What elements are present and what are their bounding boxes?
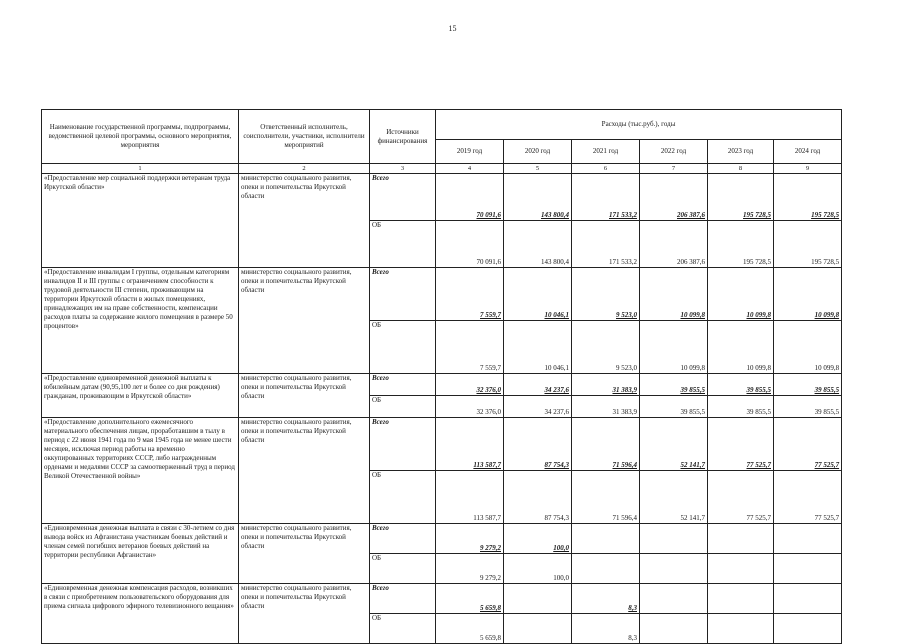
header-row <box>42 110 842 140</box>
table-row-total <box>42 374 842 396</box>
total-value: 143 800,4 <box>504 174 572 221</box>
source-ob-label: ОБ <box>370 321 436 374</box>
ob-value: 10 099,8 <box>640 321 708 374</box>
ob-value: 195 728,5 <box>774 221 842 268</box>
total-value: 87 754,3 <box>504 418 572 471</box>
total-value <box>504 584 572 614</box>
ob-value <box>774 614 842 644</box>
ob-value: 100,0 <box>504 554 572 584</box>
total-value: 10 099,8 <box>708 268 774 321</box>
total-value: 9 523,0 <box>572 268 640 321</box>
source-ob-label: ОБ <box>370 471 436 524</box>
header-year: 2023 год <box>708 140 774 164</box>
ob-value: 71 596,4 <box>572 471 640 524</box>
source-ob-label: ОБ <box>370 614 436 644</box>
executor-name: министерство социального развития, опеки и попечительства Иркутской области <box>239 524 370 584</box>
total-value: 10 099,8 <box>640 268 708 321</box>
total-value <box>708 584 774 614</box>
total-value <box>774 524 842 554</box>
executor-name: министерство социального развития, опеки и попечительства Иркутской области <box>239 418 370 524</box>
ob-value: 143 800,4 <box>504 221 572 268</box>
header-year: 2022 год <box>640 140 708 164</box>
column-number: 6 <box>572 164 640 174</box>
ob-value: 34 237,6 <box>504 396 572 418</box>
header-expenses: Расходы (тыс.руб.), годы <box>436 110 842 140</box>
total-value: 77 525,7 <box>774 418 842 471</box>
source-total-label: Всего <box>370 418 436 471</box>
table-row-total <box>42 584 842 614</box>
ob-value: 31 383,9 <box>572 396 640 418</box>
total-value: 195 728,5 <box>708 174 774 221</box>
source-total-label: Всего <box>370 584 436 614</box>
total-value: 77 525,7 <box>708 418 774 471</box>
source-total-label: Всего <box>370 374 436 396</box>
ob-value: 206 387,6 <box>640 221 708 268</box>
header-year: 2020 год <box>504 140 572 164</box>
measure-name: «Единовременная денежная компенсация расходов, возникших в связи с приобретением пользовательского оборудования для приема сигнала цифрового эфирного телевизионного вещания» <box>42 584 239 644</box>
total-value <box>708 524 774 554</box>
measure-name: «Предоставление инвалидам I группы, отдельным категориям инвалидов II и III группы с ограничением способности к трудовой деятельности III степени, проживающим на территории Иркутской области в жилых помещениях, принадлежащих им на праве собственности, компенсации расходов платы за содержание жилого помещения в размере 50 процентов» <box>42 268 239 374</box>
ob-value: 77 525,7 <box>708 471 774 524</box>
column-number: 2 <box>239 164 370 174</box>
ob-value: 52 141,7 <box>640 471 708 524</box>
ob-value <box>774 554 842 584</box>
header-year: 2024 год <box>774 140 842 164</box>
total-value: 8,3 <box>572 584 640 614</box>
header-source: Источники финансирования <box>370 110 436 164</box>
table-row-total <box>42 268 842 321</box>
table-row-total <box>42 418 842 471</box>
source-total-label: Всего <box>370 524 436 554</box>
ob-value: 87 754,3 <box>504 471 572 524</box>
total-value: 39 855,5 <box>708 374 774 396</box>
source-total-label: Всего <box>370 268 436 321</box>
total-value: 31 383,9 <box>572 374 640 396</box>
ob-value <box>708 554 774 584</box>
ob-value <box>640 614 708 644</box>
column-number: 1 <box>42 164 239 174</box>
ob-value: 7 559,7 <box>436 321 504 374</box>
ob-value: 70 091,6 <box>436 221 504 268</box>
ob-value: 10 046,1 <box>504 321 572 374</box>
ob-value: 171 533,2 <box>572 221 640 268</box>
total-value: 34 237,6 <box>504 374 572 396</box>
ob-value <box>572 554 640 584</box>
total-value: 7 559,7 <box>436 268 504 321</box>
source-total-label: Всего <box>370 174 436 221</box>
ob-value: 113 587,7 <box>436 471 504 524</box>
column-number: 7 <box>640 164 708 174</box>
header-year: 2019 год <box>436 140 504 164</box>
source-ob-label: ОБ <box>370 396 436 418</box>
total-value <box>774 584 842 614</box>
ob-value: 32 376,0 <box>436 396 504 418</box>
ob-value: 10 099,8 <box>774 321 842 374</box>
total-value: 10 099,8 <box>774 268 842 321</box>
executor-name: министерство социального развития, опеки и попечительства Иркутской области <box>239 174 370 268</box>
ob-value: 39 855,5 <box>640 396 708 418</box>
total-value: 39 855,5 <box>640 374 708 396</box>
total-value <box>640 584 708 614</box>
executor-name: министерство социального развития, опеки и попечительства Иркутской области <box>239 374 370 418</box>
measure-name: «Предоставление дополнительного ежемесячного материального обеспечения лицам, проработавшим в тылу в период с 22 июня 1941 года по 9 мая 1945 года не менее шести месяцев, исключая период работы на временно оккупированных территориях СССР, либо награжденным орденами и медалями СССР за самоотверженный труд в период Великой Отечественной войны» <box>42 418 239 524</box>
total-value <box>640 524 708 554</box>
total-value: 100,0 <box>504 524 572 554</box>
total-value <box>572 524 640 554</box>
total-value: 171 533,2 <box>572 174 640 221</box>
column-number: 4 <box>436 164 504 174</box>
ob-value <box>504 614 572 644</box>
total-value: 52 141,7 <box>640 418 708 471</box>
header-name: Наименование государственной программы, подпрограммы, ведомственной целевой программы, основного мероприятия, мероприятия <box>42 110 239 164</box>
ob-value: 5 659,8 <box>436 614 504 644</box>
total-value: 206 387,6 <box>640 174 708 221</box>
total-value: 39 855,5 <box>774 374 842 396</box>
ob-value: 39 855,5 <box>708 396 774 418</box>
table-row-total <box>42 174 842 221</box>
ob-value: 39 855,5 <box>774 396 842 418</box>
ob-value: 9 279,2 <box>436 554 504 584</box>
ob-value: 9 523,0 <box>572 321 640 374</box>
executor-name: министерство социального развития, опеки и попечительства Иркутской области <box>239 584 370 644</box>
measure-name: «Единовременная денежная выплата в связи с 30-летием со дня вывода войск из Афганистана участникам боевых действий и членам семей погибших ветеранов боевых действий на территории республики Афганистан» <box>42 524 239 584</box>
column-number: 3 <box>370 164 436 174</box>
total-value: 5 659,8 <box>436 584 504 614</box>
ob-value: 10 099,8 <box>708 321 774 374</box>
total-value: 70 091,6 <box>436 174 504 221</box>
ob-value: 77 525,7 <box>774 471 842 524</box>
total-value: 195 728,5 <box>774 174 842 221</box>
page-number: 15 <box>448 24 457 33</box>
measure-name: «Предоставление единовременной денежной выплаты к юбилейным датам (90,95,100 лет и более со дня рождения) гражданам, проживающим в Иркутской области» <box>42 374 239 418</box>
source-ob-label: ОБ <box>370 221 436 268</box>
total-value: 71 596,4 <box>572 418 640 471</box>
column-number: 5 <box>504 164 572 174</box>
table-row-total <box>42 524 842 554</box>
ob-value <box>708 614 774 644</box>
header-year: 2021 год <box>572 140 640 164</box>
budget-table <box>41 109 842 644</box>
source-ob-label: ОБ <box>370 554 436 584</box>
ob-value <box>640 554 708 584</box>
total-value: 9 279,2 <box>436 524 504 554</box>
measure-name: «Предоставление мер социальной поддержки ветеранам труда Иркутской области» <box>42 174 239 268</box>
total-value: 113 587,7 <box>436 418 504 471</box>
column-number: 8 <box>708 164 774 174</box>
executor-name: министерство социального развития, опеки и попечительства Иркутской области <box>239 268 370 374</box>
column-number-row <box>42 164 842 174</box>
column-number: 9 <box>774 164 842 174</box>
header-executor: Ответственный исполнитель, соисполнители, участники, исполнители мероприятий <box>239 110 370 164</box>
total-value: 32 376,0 <box>436 374 504 396</box>
total-value: 10 046,1 <box>504 268 572 321</box>
ob-value: 195 728,5 <box>708 221 774 268</box>
ob-value: 8,3 <box>572 614 640 644</box>
